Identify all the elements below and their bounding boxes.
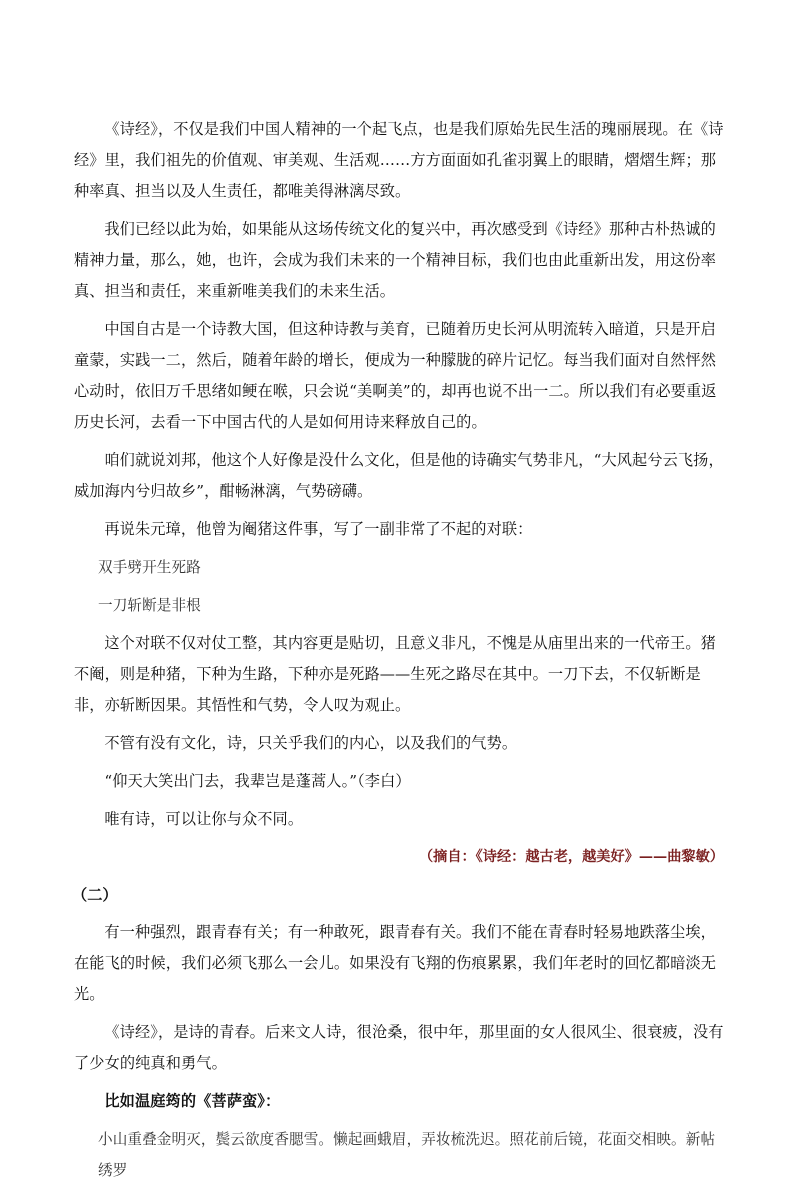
paragraph-couplet-analysis: 这个对联不仅对仗工整，其内容更是贴切，且意义非凡，不愧是从庙里出来的一代帝王。猪不阉，则是种猪，下种为生路，下种亦是死路——生死之路尽在其中。一刀下去，不仅斩断是非，亦斩断因果。其悟性和气势，令人叹为观止。 (74, 634, 716, 714)
paragraph-youth: 有一种强烈，跟青春有关；有一种敢死，跟青春有关。我们不能在青春时轻易地跌落尘埃，在能飞的时候，我们必须飞那么一会儿。如果没有飞翔的伤痕累累，我们年老时的回忆都暗淡无光。 (74, 923, 717, 1003)
paragraph-li-bai-quote: “仰天大笑出门去，我辈岂是蓬蒿人。”（李白） (104, 772, 411, 790)
document-body (74, 114, 724, 1193)
paragraph-liu-bang: 咱们就说刘邦，他这个人好像是没什么文化，但是他的诗确实气势非凡，“大风起兮云飞扬，威加海内兮归故乡”，酣畅淋漓，气势磅礴。 (74, 451, 724, 500)
couplet-line-1: 双手劈开生死路 (98, 559, 201, 576)
poem-line: 小山重叠金明灭，鬓云欲度香腮雪。懒起画蛾眉，弄妆梳洗迟。照花前后镜，花面交相映。新帖绣罗 (98, 1131, 716, 1179)
paragraph-wen-tingyun: 比如温庭筠的《菩萨蛮》： (104, 1092, 281, 1110)
paragraph-only-poetry: 唯有诗，可以让你与众不同。 (104, 810, 304, 828)
paragraph-shijing-youth: 《诗经》，是诗的青春。后来文人诗，很沧桑，很中年，那里面的女人很风尘、很衰疲，没有了少女的纯真和勇气。 (74, 1023, 724, 1072)
paragraph-poetry-education: 中国自古是一个诗教大国，但这种诗教与美育，已随着历史长河从明流转入暗道，只是开启童蒙，实践一二，然后，随着年龄的增长，便成为一种朦胧的碎片记忆。每当我们面对自然怦然心动时，依旧万千思绪如鲠在喉，只会说“美啊美”的，却再也说不出一二。所以我们有必要重返历史长河，去看一下中国古代的人是如何用诗来释放自己的。 (74, 320, 717, 431)
paragraph-zhu-yuanzhang: 再说朱元璋，他曾为阉猪这件事，写了一副非常了不起的对联： (104, 520, 533, 538)
couplet-line-2: 一刀斩断是非根 (98, 597, 201, 614)
paragraph-shijing-intro: 《诗经》，不仅是我们中国人精神的一个起飞点，也是我们原始先民生活的瑰丽展现。在《诗经》里，我们祖先的价值观、审美观、生活观……方方面面如孔雀羽翼上的眼睛，熠熠生辉；那种率真、担当以及人生责任，都唯美得淋漓尽致。 (74, 120, 724, 200)
section-title: （二） (72, 886, 118, 904)
paragraph-poetry-heart: 不管有没有文化，诗，只关乎我们的内心，以及我们的气势。 (104, 734, 518, 752)
source-citation: （摘自：《诗经：越古老，越美好》——曲黎敏） (418, 849, 724, 865)
paragraph-cultural-revival: 我们已经以此为始，如果能从这场传统文化的复兴中，再次感受到《诗经》那种古朴热诚的精神力量，那么，她，也许，会成为我们未来的一个精神目标，我们也由此重新出发，用这份率真、担当和责任，来重新唯美我们的未来生活。 (74, 220, 717, 300)
